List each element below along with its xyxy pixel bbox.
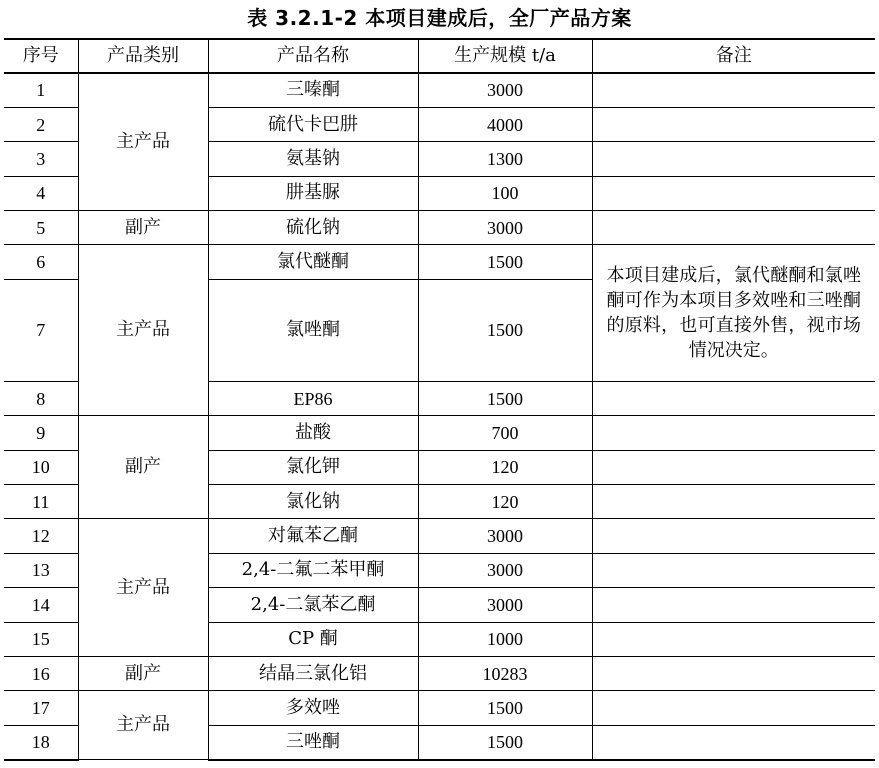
cell-category: 副产 [78,416,208,519]
cell-index: 7 [4,279,78,381]
cell-scale: 4000 [418,107,592,141]
cell-product-name: 2,4-二氯苯乙酮 [208,588,418,622]
cell-index: 9 [4,416,78,450]
table-row [4,73,875,107]
cell-product-name: 氯化钾 [208,450,418,484]
cell-product-name: 对氟苯乙酮 [208,519,418,553]
cell-index: 2 [4,107,78,141]
cell-product-name: 氯代醚酮 [208,245,418,279]
cell-scale: 1000 [418,622,592,656]
cell-index: 4 [4,176,78,210]
cell-product-name: 三唑酮 [208,725,418,759]
cell-remark [592,142,875,176]
cell-scale: 10283 [418,656,592,690]
cell-scale: 3000 [418,73,592,107]
cell-remark [592,450,875,484]
cell-index: 6 [4,245,78,279]
cell-scale: 3000 [418,588,592,622]
cell-product-name: 2,4-二氟二苯甲酮 [208,553,418,587]
table-row [4,211,875,245]
header-remark: 备注 [592,39,875,73]
table-row [4,416,875,450]
cell-scale: 700 [418,416,592,450]
product-plan-table [4,38,875,761]
cell-remark [592,588,875,622]
cell-scale: 1500 [418,691,592,725]
cell-index: 12 [4,519,78,553]
cell-scale: 120 [418,450,592,484]
header-product-name: 产品名称 [208,39,418,73]
header-production-scale: 生产规模 t/a [418,39,592,73]
cell-category: 副产 [78,211,208,245]
cell-scale: 1500 [418,725,592,759]
cell-remark [592,656,875,690]
cell-remark [592,519,875,553]
cell-index: 5 [4,211,78,245]
cell-index: 16 [4,656,78,690]
cell-remark [592,485,875,519]
cell-remark [592,176,875,210]
cell-remark-note [592,245,875,381]
cell-index: 11 [4,485,78,519]
cell-product-name: 盐酸 [208,416,418,450]
cell-category: 副产 [78,656,208,690]
cell-scale: 120 [418,485,592,519]
cell-index: 15 [4,622,78,656]
cell-scale: 1500 [418,245,592,279]
cell-remark [592,381,875,415]
cell-product-name: 多效唑 [208,691,418,725]
table-row [4,656,875,690]
cell-scale: 3000 [418,211,592,245]
cell-scale: 1500 [418,381,592,415]
cell-remark [592,107,875,141]
cell-remark [592,211,875,245]
cell-index: 14 [4,588,78,622]
cell-product-name: 氯唑酮 [208,279,418,381]
cell-remark [592,73,875,107]
cell-product-name: CP 酮 [208,622,418,656]
cell-scale: 3000 [418,553,592,587]
cell-index: 3 [4,142,78,176]
cell-scale: 100 [418,176,592,210]
cell-product-name: 硫化钠 [208,211,418,245]
cell-product-name: 氯化钠 [208,485,418,519]
cell-product-name: 肼基脲 [208,176,418,210]
cell-index: 18 [4,725,78,759]
cell-scale: 1300 [418,142,592,176]
cell-index: 17 [4,691,78,725]
cell-category: 主产品 [78,691,208,760]
cell-category: 主产品 [78,73,208,211]
cell-scale: 1500 [418,279,592,381]
cell-index: 8 [4,381,78,415]
cell-remark [592,553,875,587]
table-header-row [4,39,875,73]
cell-product-name: 结晶三氯化铝 [208,656,418,690]
cell-scale: 3000 [418,519,592,553]
header-index: 序号 [4,39,78,73]
cell-product-name: 硫代卡巴肼 [208,107,418,141]
cell-category: 主产品 [78,245,208,416]
cell-index: 1 [4,73,78,107]
table-row [4,519,875,553]
table-row [4,691,875,725]
table-caption: 表 3.2.1-2 本项目建成后，全厂产品方案 [247,6,632,30]
cell-remark [592,622,875,656]
header-category: 产品类别 [78,39,208,73]
cell-remark [592,725,875,759]
cell-index: 10 [4,450,78,484]
cell-product-name: EP86 [208,381,418,415]
remark-note-text: 本项目建成后，氯代醚酮和氯唑酮可作为本项目多效唑和三唑酮的原料，也可直接外售，视市场情况决定。 [606,265,861,362]
cell-remark [592,416,875,450]
cell-category: 主产品 [78,519,208,657]
cell-product-name: 三嗪酮 [208,73,418,107]
cell-remark [592,691,875,725]
cell-product-name: 氨基钠 [208,142,418,176]
table-row [4,245,875,279]
cell-index: 13 [4,553,78,587]
